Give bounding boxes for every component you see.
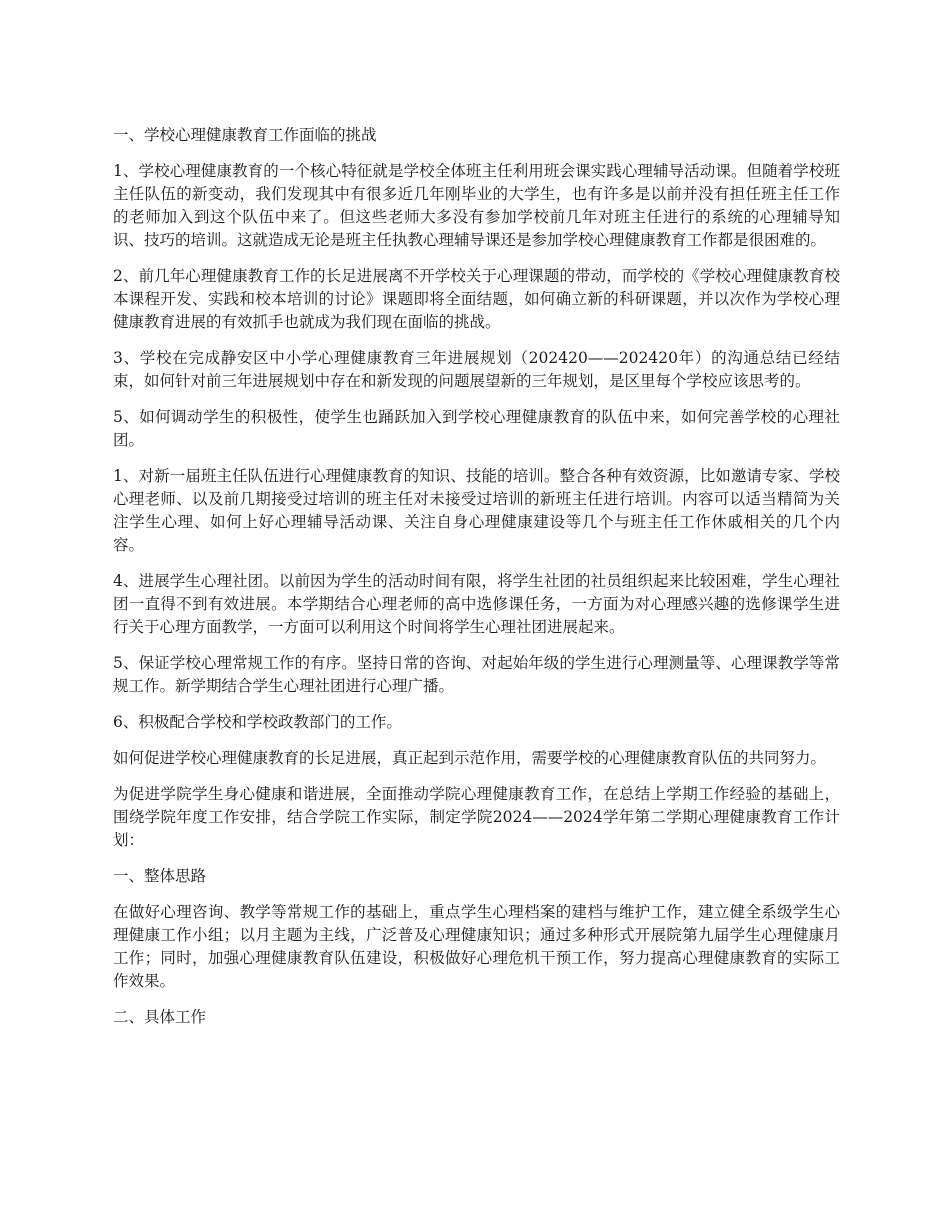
paragraph-overall-approach: 在做好心理咨询、教学等常规工作的基础上，重点学生心理档案的建档与维护工作，建立健全系级学生心理健康工作小组；以月主题为主线，广泛普及心理健康知识；通过多种形式开展院第九届学生心理健康月工作；同时，加强心理健康教育队伍建设，积极做好心理危机干预工作，努力提高心理健康教育的实际工作效果。 <box>113 903 840 990</box>
paragraph-team-effort: 如何促进学校心理健康教育的长足进展，真正起到示范作用，需要学校的心理健康教育队伍的共同努力。 <box>113 749 827 767</box>
paragraph-cooperation: 6、积极配合学校和学校政教部门的工作。 <box>113 713 402 731</box>
section-heading-challenges: 一、学校心理健康教育工作面临的挑战 <box>113 126 377 144</box>
paragraph-new-teacher-training: 1、对新一届班主任队伍进行心理健康教育的知识、技能的培训。整合各种有效资源，比如邀请专家、学校心理老师、以及前几期接受过培训的班主任对未接受过培训的新班主任进行培训。内容可以适当精简为关注学生心理、如何上好心理辅导活动课、关注自身心理健康建设等几个与班主任工作休戚相关的几个内容。 <box>113 467 840 554</box>
paragraph-class-teacher-training-challenge: 1、学校心理健康教育的一个核心特征就是学校全体班主任利用班会课实践心理辅导活动课。但随着学校班主任队伍的新变动，我们发现其中有很多近几年刚毕业的大学生，也有许多是以前并没有担任班主任工作的老师加入到这个队伍中来了。但这些老师大多没有参加学校前几年对班主任进行的系统的心理辅导知识、技巧的培训。这就造成无论是班主任执教心理辅导课还是参加学校心理健康教育工作都是很困难的。 <box>113 162 840 249</box>
paragraph-psychology-club: 4、进展学生心理社团。以前因为学生的活动时间有限，将学生社团的社员组织起来比较困难，学生心理社团一直得不到有效进展。本学期结合心理老师的高中选修课任务，一方面为对心理感兴趣的选修课学生进行关于心理方面教学，一方面可以利用这个时间将学生心理社团进展起来。 <box>113 572 840 636</box>
paragraph-research-topic-challenge: 2、前几年心理健康教育工作的长足进展离不开学校关于心理课题的带动，而学校的《学校心理健康教育校本课程开发、实践和校本培训的讨论》课题即将全面结题，如何确立新的科研课题，并以次作为学校心理健康教育进展的有效抓手也就成为我们现在面临的挑战。 <box>113 267 840 331</box>
paragraph-routine-work: 5、保证学校心理常规工作的有序。坚持日常的咨询、对起始年级的学生进行心理测量等、心理课教学等常规工作。新学期结合学生心理社团进行心理广播。 <box>113 654 840 695</box>
section-heading-overall-approach: 一、整体思路 <box>113 867 207 885</box>
paragraph-student-engagement: 5、如何调动学生的积极性，使学生也踊跃加入到学校心理健康教育的队伍中来，如何完善学校的心理社团。 <box>113 408 840 449</box>
section-heading-specific-work: 二、具体工作 <box>113 1008 207 1026</box>
paragraph-three-year-plan: 3、学校在完成静安区中小学心理健康教育三年进展规划（202420——202420年）的沟通总结已经结束，如何针对前三年进展规划中存在和新发现的问题展望新的三年规划，是区里每个学校应该思考的。 <box>113 349 840 390</box>
paragraph-semester-plan-intro: 为促进学院学生身心健康和谐进展，全面推动学院心理健康教育工作，在总结上学期工作经验的基础上，围绕学院年度工作安排，结合学院工作实际，制定学院2024——2024学年第二学期心理健康教育工作计划： <box>113 785 840 849</box>
